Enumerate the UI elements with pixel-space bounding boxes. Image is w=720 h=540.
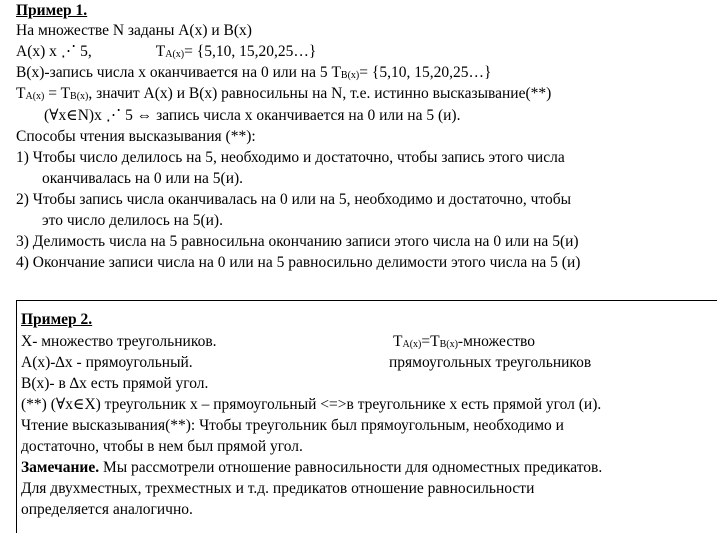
example1-line: 2) Чтобы запись числа оканчивалась на 0 или на 5, необходимо и достаточно, чтобы bbox=[16, 191, 572, 208]
subscript: B(x) bbox=[70, 91, 89, 102]
example1-line: Способы чтения высказывания (**): bbox=[16, 128, 256, 145]
example1-title: Пример 1. bbox=[16, 2, 88, 19]
example1-text: T bbox=[16, 85, 26, 102]
example2-line: Для двухместных, трехместных и т.д. предикатов отношение равносильности bbox=[21, 480, 535, 497]
subscript: A(x) bbox=[402, 339, 422, 350]
example1-text: T bbox=[155, 43, 166, 60]
example1-text: B(x)-запись числа x оканчивается на 0 или на 5 T bbox=[16, 64, 341, 81]
example2-line: X- множество треугольников. bbox=[21, 333, 217, 350]
example2-line: (**) (∀x∈X) треугольник x – прямоугольный <=>в треугольнике x есть прямой угол (и). bbox=[21, 396, 602, 413]
example2-line: B(x)- в ∆x есть прямой угол. bbox=[21, 375, 209, 392]
example1-line bbox=[16, 64, 491, 85]
example2-line: Чтение высказывания(**): Чтобы треугольник был прямоугольным, необходимо и bbox=[21, 417, 564, 434]
example2-block bbox=[16, 300, 717, 533]
example1-line bbox=[16, 43, 316, 64]
example2-line: A(x)-∆x - прямоугольный. bbox=[21, 354, 193, 371]
example2-line: достаточно, чтобы в нем был прямой угол. bbox=[21, 438, 303, 455]
example1-text: , значит A(x) и B(x) равносильны на N, т.е. истинно высказывание(**) bbox=[88, 85, 552, 102]
example1-line: На множестве N заданы A(x) и B(x) bbox=[16, 22, 252, 39]
example1-line: оканчивалась на 0 или на 5(и). bbox=[42, 170, 244, 187]
example2-line: определяется аналогично. bbox=[21, 501, 193, 518]
example1-line: 3) Делимость числа на 5 равносильна окончанию записи этого числа на 0 или на 5(и) bbox=[16, 233, 579, 250]
example2-right-line: прямоугольных треугольников bbox=[389, 354, 592, 371]
example2-line bbox=[21, 459, 602, 477]
example2-text: =T bbox=[421, 333, 440, 350]
example1-line: это число делилось на 5(и). bbox=[42, 212, 223, 229]
subscript: B(x) bbox=[439, 339, 458, 350]
subscript: A(x) bbox=[165, 49, 185, 60]
example2-right-line bbox=[393, 333, 535, 354]
subscript: B(x) bbox=[340, 70, 360, 81]
remark-label: Замечание. bbox=[21, 459, 100, 476]
example1-line bbox=[16, 85, 551, 106]
example1-text: = {5,10, 15,20,25…} bbox=[184, 43, 317, 60]
example2-text: Мы рассмотрели отношение равносильности для одноместных предикатов. bbox=[99, 459, 603, 476]
example2-text: T bbox=[393, 333, 403, 350]
subscript: A(x) bbox=[25, 91, 45, 102]
example1-text: A(x) x ⋰ 5, bbox=[16, 43, 92, 60]
example2-text: -множество bbox=[457, 333, 535, 350]
example1-line: (∀x∈N)x ⋰ 5 ⇔ запись числа x оканчивается на 0 или на 5 (и). bbox=[44, 107, 461, 124]
example2-title: Пример 2. bbox=[21, 311, 93, 328]
example1-line: 4) Окончание записи числа на 0 или на 5 равносильно делимости этого числа на 5 (и) bbox=[16, 254, 581, 271]
example1-line: 1) Чтобы число делилось на 5, необходимо и достаточно, чтобы запись этого числа bbox=[16, 149, 565, 166]
example1-text: = {5,10, 15,20,25…} bbox=[359, 64, 492, 81]
example1-block bbox=[16, 2, 694, 298]
example1-text: = T bbox=[44, 85, 71, 102]
